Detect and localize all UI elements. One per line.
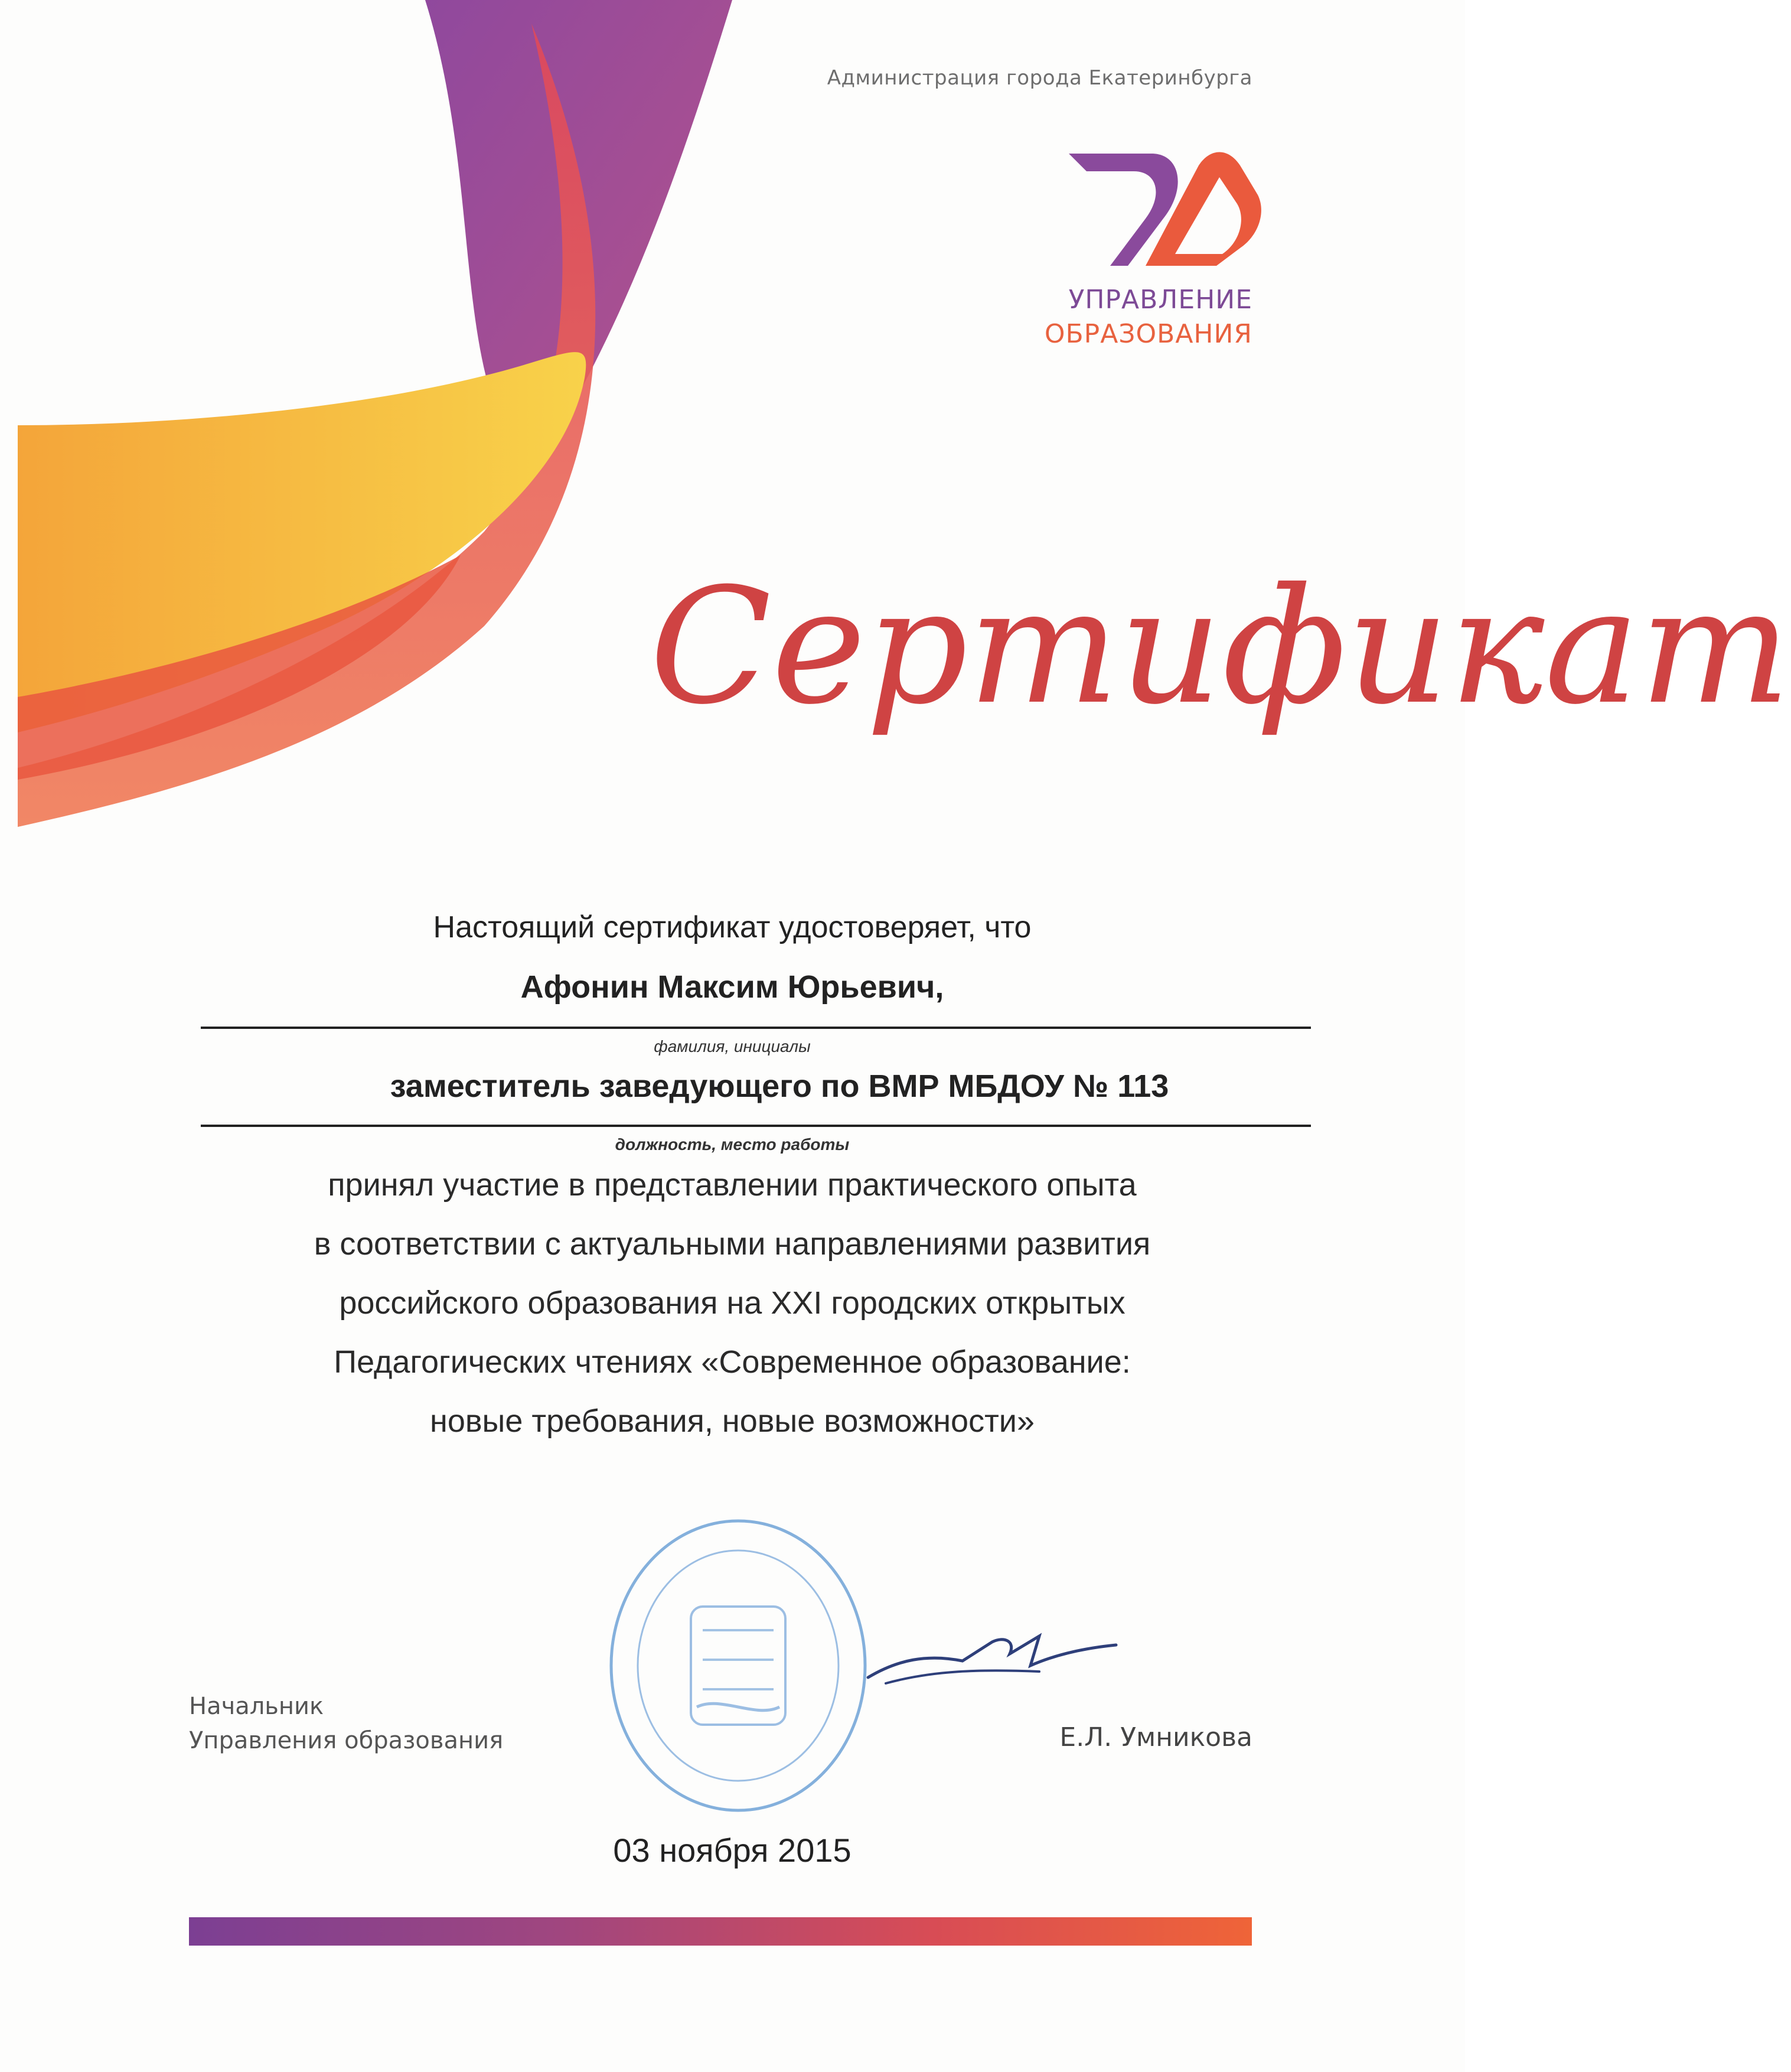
education-department-logo-icon <box>1063 142 1264 272</box>
body-line: принял участие в представлении практического опыта <box>328 1167 1137 1203</box>
issue-date: 03 ноября 2015 <box>613 1832 852 1869</box>
administration-name: Администрация города Екатеринбурга <box>827 66 1252 90</box>
recipient-name: Афонин Максим Юрьевич, <box>520 969 944 1005</box>
bottom-gradient-bar <box>189 1917 1252 1946</box>
name-caption: фамилия, инициалы <box>654 1037 811 1055</box>
logo-line-1: УПРАВЛЕНИЕ <box>1068 285 1252 315</box>
body-line: Педагогических чтениях «Современное образование: <box>334 1344 1131 1380</box>
body-line: российского образования на XXI городских открытых <box>339 1285 1126 1321</box>
position-underline <box>201 1125 1311 1127</box>
body-line: в соответствии с актуальными направлениями развития <box>314 1226 1151 1262</box>
body-line: новые требования, новые возможности» <box>430 1403 1035 1439</box>
recipient-position: заместитель заведующего по ВМР МБДОУ № 113 <box>390 1068 1169 1104</box>
position-caption: должность, место работы <box>615 1135 850 1154</box>
intro-text: Настоящий сертификат удостоверяет, что <box>433 910 1032 944</box>
signatory-title-line-1: Начальник <box>189 1693 324 1720</box>
signature-icon <box>862 1618 1122 1707</box>
certificate-title-text: Сертификат <box>650 553 1791 739</box>
signatory-title <box>189 1689 503 1758</box>
name-underline <box>201 1027 1311 1029</box>
signatory-name: Е.Л. Умникова <box>1059 1722 1252 1752</box>
signatory-title-line-2: Управления образования <box>189 1727 504 1754</box>
certificate-title <box>650 553 1791 839</box>
logo-line-2: ОБРАЗОВАНИЯ <box>1044 319 1252 349</box>
official-stamp-icon <box>602 1512 874 1819</box>
